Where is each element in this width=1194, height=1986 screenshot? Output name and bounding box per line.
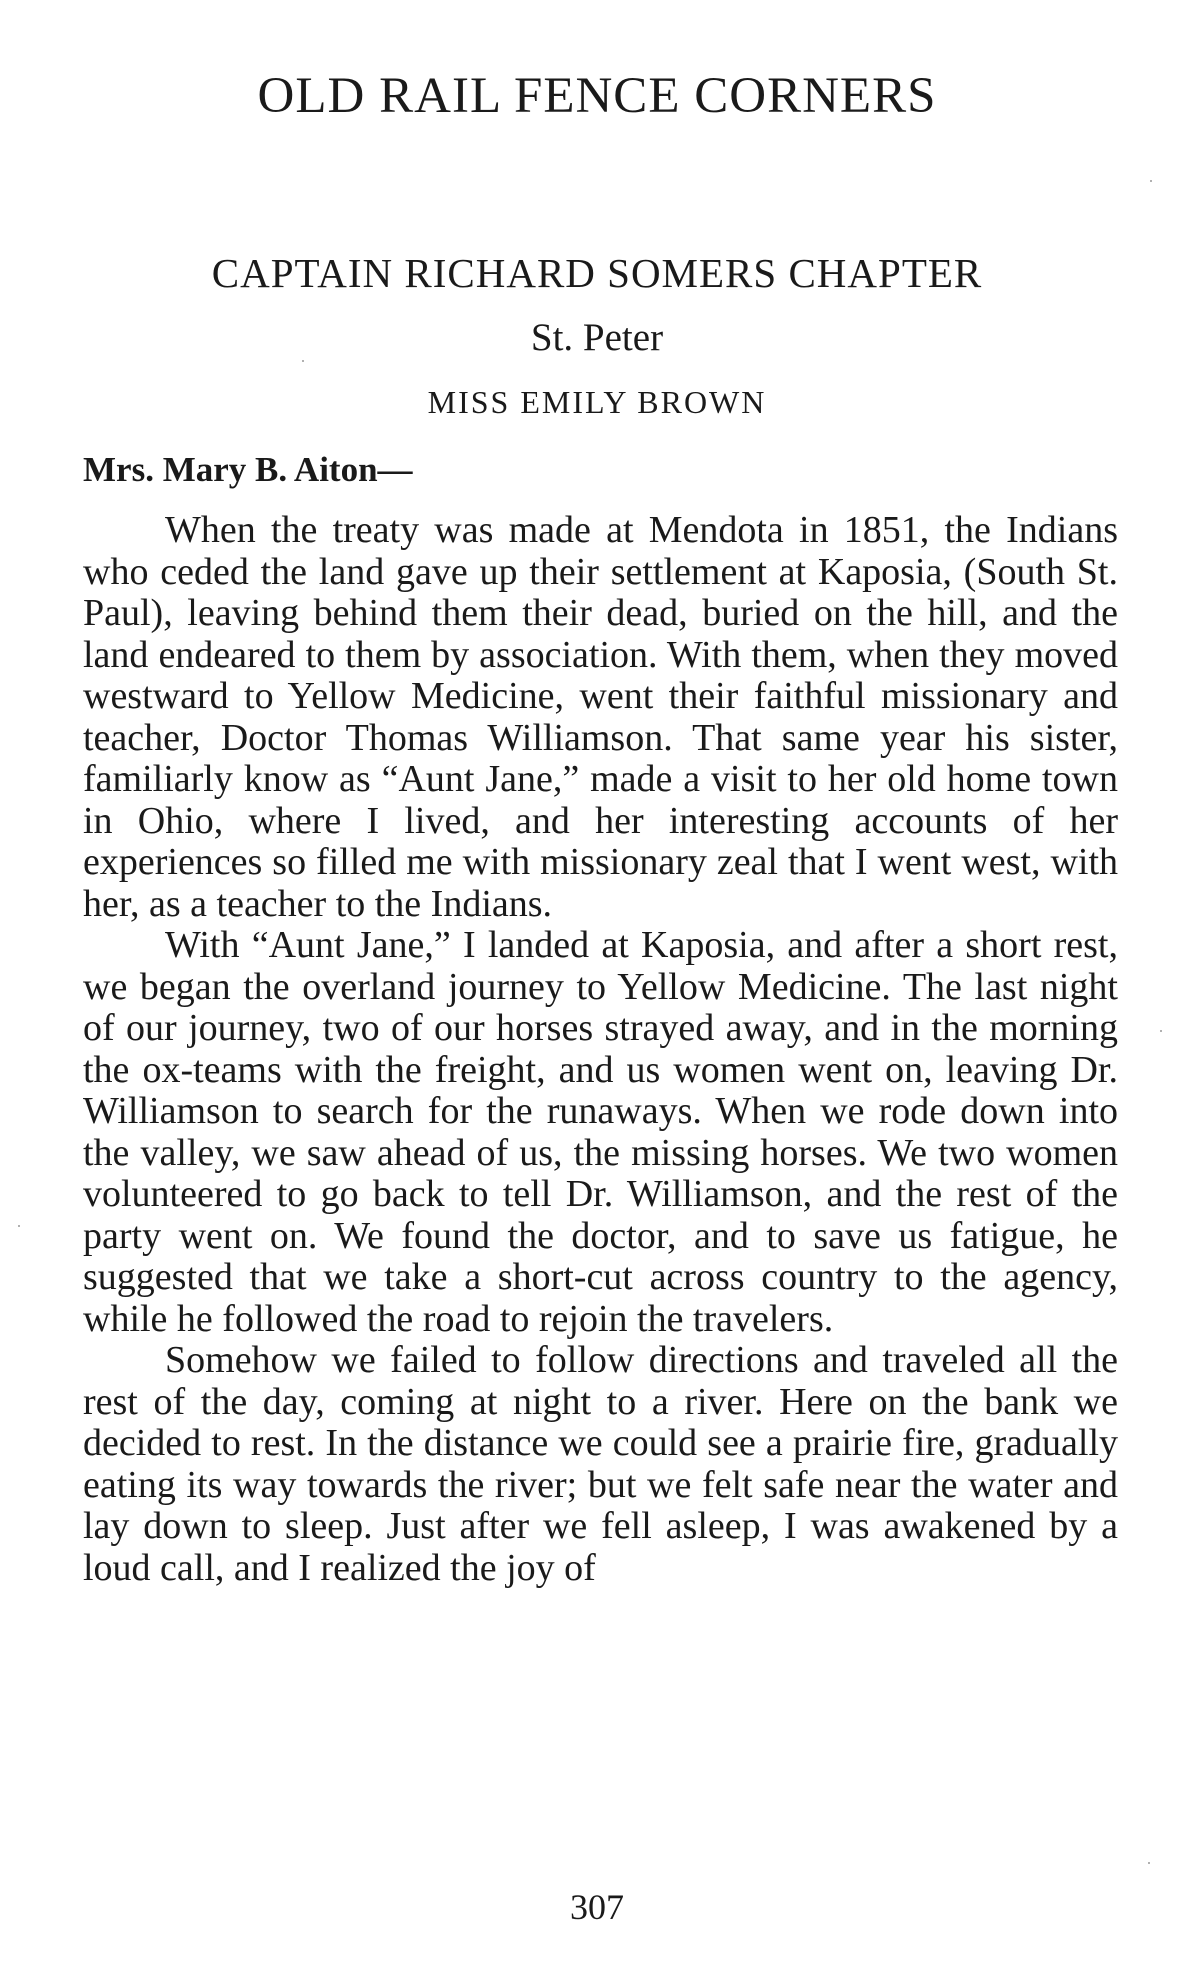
body-text: [83, 510, 1118, 1589]
chapter-title: CAPTAIN RICHARD SOMERS CHAPTER: [211, 250, 983, 296]
page-number: 307: [570, 1887, 624, 1927]
paper-speck: [1150, 180, 1152, 182]
paragraph-3: Somehow we failed to follow directions and traveled all the rest of the day, coming at night to a river. Here on the bank we decided to rest. In the distance we could see a prairie fire, gradually eating its way towards the river; but we felt safe near the water and lay down to sleep. Just after we fell asleep, I was awakened by a loud call, and I realized the joy of: [83, 1339, 1118, 1589]
paper-speck: [302, 360, 304, 362]
speaker-heading: Mrs. Mary B. Aiton—: [83, 450, 413, 489]
paper-speck: [1160, 1030, 1162, 1032]
chapter-place: St. Peter: [530, 316, 664, 359]
paper-speck: [1148, 1862, 1150, 1864]
paper-speck: [18, 1225, 20, 1227]
running-head: OLD RAIL FENCE CORNERS: [257, 68, 937, 124]
paragraph-1: When the treaty was made at Mendota in 1851, the Indians who ceded the land gave up their settlement at Kaposia, (South St. Paul), leaving behind them their dead, buried on the hill, and the land endeared to them by association. With them, when they moved westward to Yellow Medicine, went their faithful missionary and teacher, Doctor Thomas Williamson. That same year his sister, familiarly know as “Aunt Jane,” made a visit to her old home town in Ohio, where I lived, and her interesting accounts of her experiences so filled me with missionary zeal that I went west, with her, as a teacher to the Indians.: [83, 509, 1118, 925]
paragraph-2: With “Aunt Jane,” I landed at Kaposia, and after a short rest, we began the overland journey to Yellow Medicine. The last night of our journey, two of our horses strayed away, and in the morning the ox-teams with the freight, and us women went on, leaving Dr. Williamson to search for the runaways. When we rode down into the valley, we saw ahead of us, the missing horses. We two women volunteered to go back to tell Dr. Williamson, and the rest of the party went on. We found the doctor, and to save us fatigue, he suggested that we take a short-cut across country to the agency, while he followed the road to rejoin the travelers.: [83, 924, 1118, 1340]
chapter-author: MISS EMILY BROWN: [427, 384, 767, 420]
